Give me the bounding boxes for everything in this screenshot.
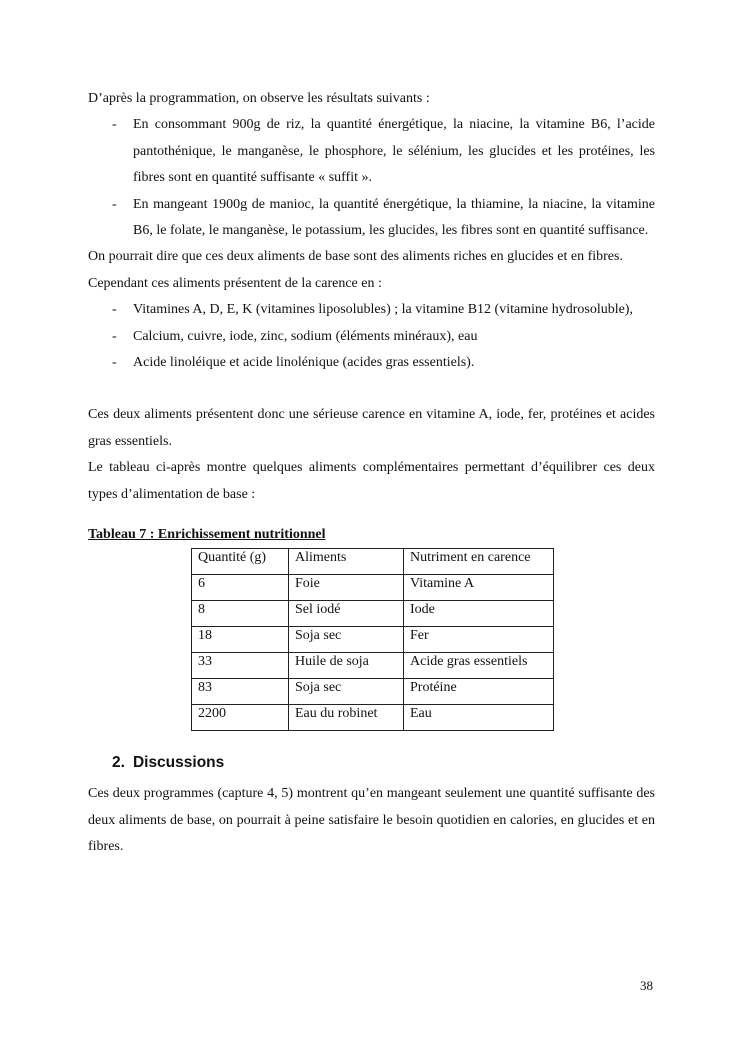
cell-quantity: 6: [192, 575, 289, 601]
cell-food: Eau du robinet: [289, 705, 404, 731]
cell-quantity: 8: [192, 601, 289, 627]
table-row: [192, 575, 554, 601]
cell-nutrient: Eau: [404, 705, 554, 731]
table-header-row: [192, 549, 554, 575]
deficiency-intro: Cependant ces aliments présentent de la carence en :: [88, 275, 382, 291]
cell-food: Soja sec: [289, 627, 404, 653]
deficiency-vitamins: Vitamines A, D, E, K (vitamines liposolubles) ; la vitamine B12 (vitamine hydrosoluble),: [133, 302, 633, 318]
dash-bullet: -: [112, 302, 117, 318]
table-row: [192, 653, 554, 679]
results-list: [88, 112, 655, 244]
cell-nutrient: Vitamine A: [404, 575, 554, 601]
cell-quantity: 2200: [192, 705, 289, 731]
dash-bullet: -: [112, 196, 117, 212]
section-heading: [112, 751, 655, 775]
list-item: [88, 350, 655, 376]
header-quantity: Quantité (g): [192, 549, 289, 575]
header-nutrient: Nutriment en carence: [404, 549, 554, 575]
cell-nutrient: Iode: [404, 601, 554, 627]
deficiency-minerals: Calcium, cuivre, iode, zinc, sodium (éléments minéraux), eau: [133, 328, 478, 344]
page-content: [88, 86, 655, 860]
dash-bullet: -: [112, 355, 117, 371]
list-item: [88, 112, 655, 191]
list-item: [88, 324, 655, 350]
cell-nutrient: Protéine: [404, 679, 554, 705]
cell-food: Foie: [289, 575, 404, 601]
nutrition-table: [191, 548, 554, 731]
deficiency-fatty-acids: Acide linoléique et acide linolénique (acides gras essentiels).: [133, 355, 475, 371]
serious-deficiency: Ces deux aliments présentent donc une sérieuse carence en vitamine A, iode, fer, protéines et acides gras essentiels.: [88, 407, 655, 449]
list-item: [88, 297, 655, 323]
discussion-paragraph: Ces deux programmes (capture 4, 5) montrent qu’en mangeant seulement une quantité suffisante des deux aliments de base, on pourrait à peine satisfaire le besoin quotidien en calories, en glucides et en fibres.: [88, 786, 655, 854]
cell-quantity: 83: [192, 679, 289, 705]
result-rice: En consommant 900g de riz, la quantité énergétique, la niacine, la vitamine B6, l’acide pantothénique, le manganèse, le phosphore, le sélénium, les glucides et les protéines, les fibres sont en quantité suffisante « suffit ».: [133, 117, 655, 186]
cell-quantity: 18: [192, 627, 289, 653]
table-row: [192, 679, 554, 705]
table-row: [192, 601, 554, 627]
result-cassava: En mangeant 1900g de manioc, la quantité énergétique, la thiamine, la niacine, la vitamine B6, le folate, le manganèse, le potassium, les glucides, les fibres sont en quantité suffisance.: [133, 196, 655, 239]
cell-quantity: 33: [192, 653, 289, 679]
cell-food: Huile de soja: [289, 653, 404, 679]
results-intro: D’après la programmation, on observe les résultats suivants :: [88, 91, 430, 106]
dash-bullet: -: [112, 117, 117, 133]
rich-conclusion: On pourrait dire que ces deux aliments de base sont des aliments riches en glucides et en fibres.: [88, 249, 623, 265]
list-item: [88, 192, 655, 245]
header-food: Aliments: [289, 549, 404, 575]
table-row: [192, 705, 554, 731]
deficiency-list: [88, 297, 655, 376]
section-number: 2.: [112, 754, 125, 772]
section-title: Discussions: [132, 754, 225, 772]
cell-nutrient: Acide gras essentiels: [404, 653, 554, 679]
table-intro: Le tableau ci-après montre quelques aliments complémentaires permettant d’équilibrer ces deux types d’alimentation de base :: [88, 460, 655, 502]
cell-food: Sel iodé: [289, 601, 404, 627]
dash-bullet: -: [112, 328, 117, 344]
spacer: [88, 376, 655, 402]
table-caption: Tableau 7 : Enrichissement nutritionnel: [88, 527, 326, 543]
table-row: [192, 627, 554, 653]
cell-food: Soja sec: [289, 679, 404, 705]
cell-nutrient: Fer: [404, 627, 554, 653]
page-number: 38: [640, 978, 653, 993]
